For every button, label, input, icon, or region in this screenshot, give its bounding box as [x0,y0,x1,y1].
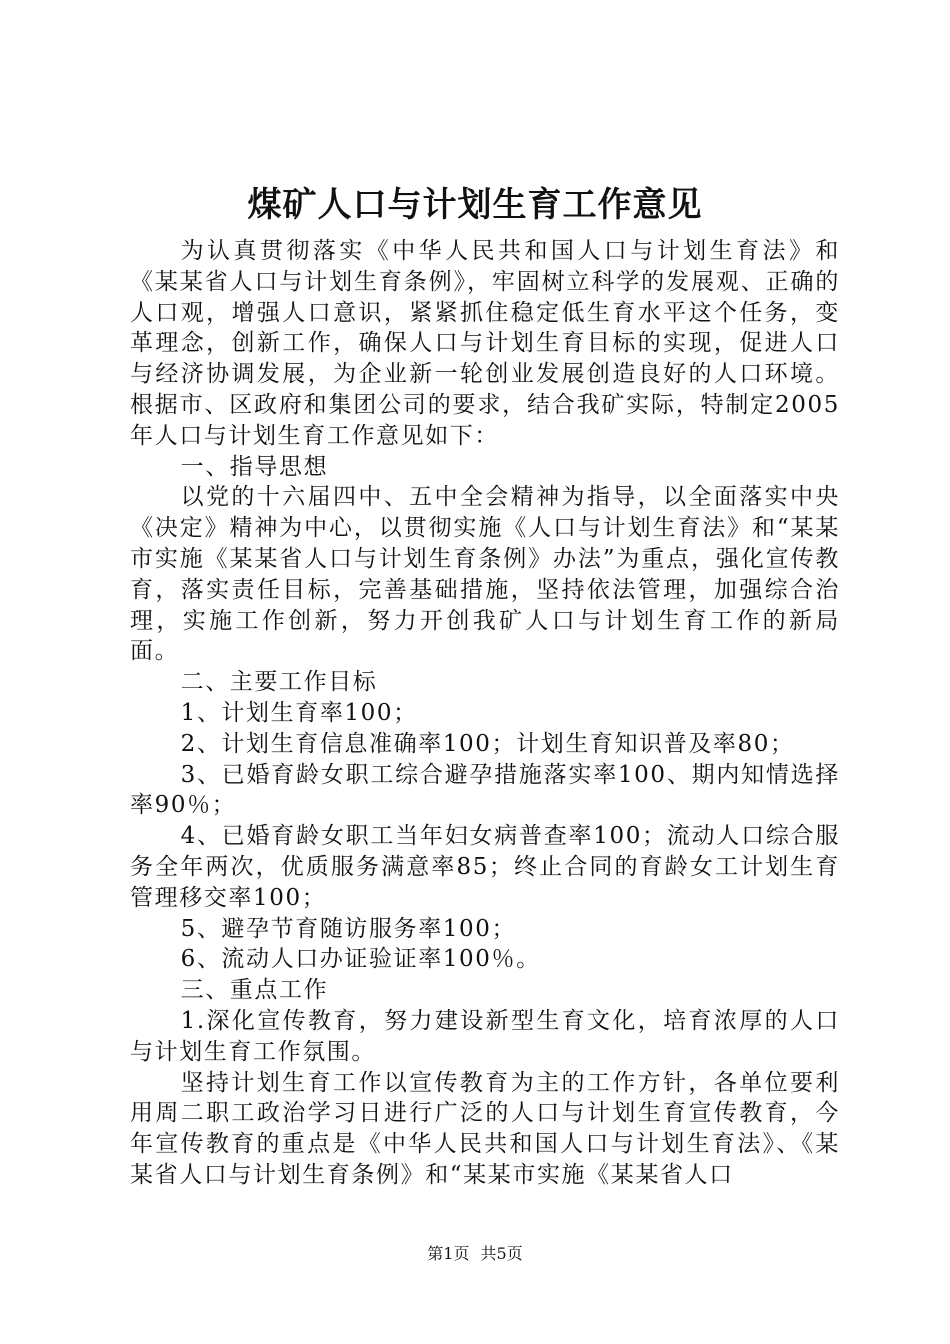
section-heading-main-goals: 二、主要工作目标 [180,669,378,696]
paragraph-publicity: 坚持计划生育工作以宣传教育为主的工作方针，各单位要利用周二职工政治学习日进行广泛的人口与计划生育宣传教育，今年宣传教育的重点是《中华人民共和国人口与计划生育法》、《某某省人口与计划生育条例》和“某某市实施《某某省人口 [130,1069,840,1188]
page-number: 第1页 [427,1244,470,1263]
page-footer [0,1243,950,1265]
goal-item-5: 5、避孕节育随访服务率100； [180,915,517,942]
goal-item-6: 6、流动人口办证验证率100％。 [180,946,541,973]
section-heading-guiding-thought: 一、指导思想 [180,453,329,480]
goal-item-1: 1、计划生育率100； [180,699,418,726]
goal-item-4: 4、已婚育龄女职工当年妇女病普查率100；流动人口综合服务全年两次，优质服务满意率85；终止合同的育龄女工计划生育管理移交率100； [130,823,840,911]
document-title: 煤矿人口与计划生育工作意见 [247,185,703,225]
paragraph-intro: 为认真贯彻落实《中华人民共和国人口与计划生育法》和《某某省人口与计划生育条例》，牢固树立科学的发展观、正确的人口观，增强人口意识，紧紧抓住稳定低生育水平这个任务，变革理念，创新工作，确保人口与计划生育目标的实现，促进人口与经济协调发展，为企业新一轮创业发展创造良好的人口环境。根据市、区政府和集团公司的要求，结合我矿实际，特制定2005年人口与计划生育工作意见如下： [130,238,840,449]
page-total: 共5页 [480,1244,523,1263]
goal-item-3: 3、已婚育龄女职工综合避孕措施落实率100、期内知情选择率90％； [130,761,840,819]
key-work-item-1: 1.深化宣传教育，努力建设新型生育文化，培育浓厚的人口与计划生育工作氛围。 [130,1007,840,1065]
document-body [130,236,840,1191]
paragraph-guiding-thought: 以党的十六届四中、五中全会精神为指导，以全面落实中央《决定》精神为中心，以贯彻实施《人口与计划生育法》和“某某市实施《某某省人口与计划生育条例》办法”为重点，强化宣传教育，落实责任目标，完善基础措施，坚持依法管理，加强综合治理，实施工作创新，努力开创我矿人口与计划生育工作的新局面。 [130,484,840,665]
goal-item-2: 2、计划生育信息准确率100；计划生育知识普及率80； [180,730,795,757]
section-heading-key-work: 三、重点工作 [180,977,329,1004]
